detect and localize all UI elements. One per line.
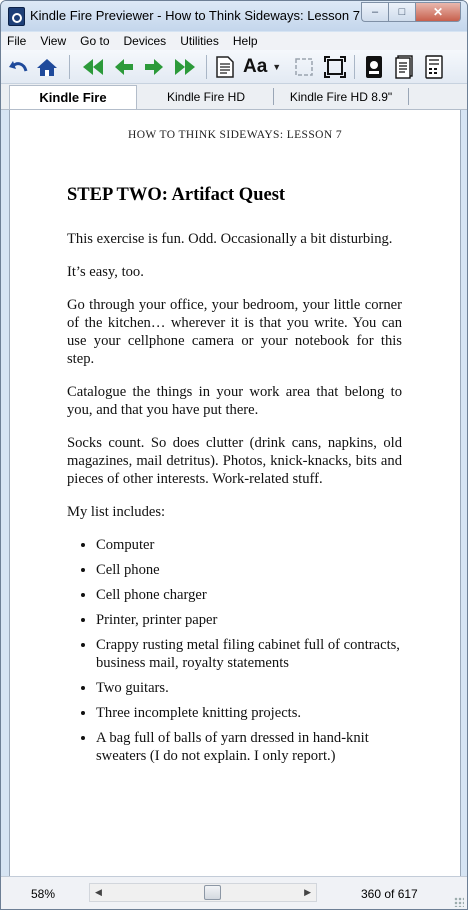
tab-kindle-fire-hd[interactable]: Kindle Fire HD: [166, 89, 246, 104]
toolbar-separator: [69, 55, 70, 79]
paragraph: Catalogue the things in your work area that belong to you, and that you have put there.: [67, 384, 402, 418]
menu-goto[interactable]: Go to: [80, 34, 110, 48]
back-button[interactable]: [5, 54, 31, 79]
keyboard-view-button[interactable]: [421, 54, 447, 79]
close-button[interactable]: [415, 2, 461, 22]
first-page-button[interactable]: [79, 54, 107, 79]
window-controls: [361, 2, 461, 21]
home-icon: [35, 56, 59, 78]
list-item: • Computer: [96, 536, 402, 554]
list-item: • Cell phone: [96, 561, 402, 579]
menu-file[interactable]: File: [7, 34, 27, 48]
list-item: • Three incomplete knitting projects.: [96, 704, 402, 722]
goto-page-button[interactable]: [211, 54, 239, 79]
page-scrollbar[interactable]: [89, 883, 317, 902]
page-counter: 360 of 617: [361, 887, 418, 901]
fullscreen-icon: [323, 55, 347, 79]
document-icon: [213, 55, 237, 79]
paragraph: It’s easy, too.: [67, 264, 144, 280]
chevron-down-icon: ▼: [272, 61, 282, 72]
list-item: • Two guitars.: [96, 679, 402, 697]
list-item: • Printer, printer paper: [96, 611, 402, 629]
paragraph: Socks count. So does clutter (drink cans, napkins, old magazines, mail detritus). Photos, knick-knacks, bits and pieces of other interests. Work-related stuff.: [67, 435, 402, 487]
scroll-right-icon[interactable]: ▶: [304, 887, 311, 897]
tab-kindle-fire[interactable]: Kindle Fire: [9, 85, 137, 109]
paragraph: This exercise is fun. Odd. Occasionally a bit disturbing.: [67, 231, 393, 247]
minimize-icon: –: [371, 6, 379, 18]
resize-grip-icon[interactable]: [454, 897, 464, 907]
last-page-icon: [173, 57, 197, 77]
next-page-button[interactable]: [141, 54, 167, 79]
menu-devices[interactable]: Devices: [123, 34, 167, 48]
menu-view[interactable]: View: [40, 34, 67, 48]
running-header: HOW TO THINK SIDEWAYS: LESSON 7: [128, 129, 342, 141]
menu-utilities[interactable]: Utilities: [180, 34, 219, 48]
pages-icon: [394, 55, 414, 79]
chapter-heading: STEP TWO: Artifact Quest: [67, 185, 286, 205]
book-page[interactable]: [9, 110, 461, 876]
home-button[interactable]: [32, 54, 62, 79]
last-page-button[interactable]: [171, 54, 199, 79]
device-icon: [364, 55, 384, 79]
fullscreen-button[interactable]: [321, 54, 349, 79]
tab-separator: [408, 88, 409, 105]
fit-to-screen-icon: [293, 56, 315, 78]
font-label: Aa: [243, 55, 268, 77]
window-title: Kindle Fire Previewer - How to Think Sideways: Lesson 7: [30, 8, 360, 23]
list-item: • Crappy rusting metal filing cabinet full of contracts, business mail, royalty statements: [96, 636, 402, 672]
scroll-thumb[interactable]: [204, 885, 221, 900]
toolbar: [1, 50, 467, 84]
title-bar[interactable]: [1, 1, 467, 31]
fit-screen-button[interactable]: [291, 54, 317, 79]
device-tabs: [1, 84, 467, 110]
list-item: • A bag full of balls of yarn dressed in hand-knit sweaters (I do not explain. I only report.): [96, 729, 402, 765]
item-list: [67, 536, 402, 765]
zoom-level: 58%: [31, 887, 56, 901]
scroll-left-icon[interactable]: ◀: [95, 887, 102, 897]
toolbar-separator: [206, 55, 207, 79]
menu-help[interactable]: Help: [232, 34, 258, 48]
device-view-button[interactable]: [361, 54, 387, 79]
tab-separator: [273, 88, 274, 105]
book-view-button[interactable]: [391, 54, 417, 79]
first-page-icon: [81, 57, 105, 77]
previous-arrow-icon: [113, 57, 135, 77]
list-item: • Cell phone charger: [96, 586, 402, 604]
paragraph: Go through your office, your bedroom, your little corner of the kitchen… wherever it is that you write. You can use your cellphone camera or your notebook for this step.: [67, 297, 402, 367]
back-arrow-icon: [7, 57, 29, 77]
kindle-app-icon: [8, 7, 25, 26]
font-settings-button[interactable]: [243, 54, 285, 79]
status-bar: [1, 876, 467, 910]
previous-page-button[interactable]: [111, 54, 137, 79]
tab-kindle-fire-hd-89[interactable]: Kindle Fire HD 8.9": [289, 89, 393, 104]
toolbar-separator: [354, 55, 355, 79]
keyboard-icon: [424, 55, 444, 79]
minimize-button[interactable]: [361, 2, 388, 22]
close-icon: ✕: [432, 5, 444, 19]
maximize-icon: □: [398, 6, 406, 18]
book-body: [67, 230, 402, 772]
next-arrow-icon: [143, 57, 165, 77]
maximize-button[interactable]: [388, 2, 415, 22]
menu-bar: [1, 32, 467, 50]
paragraph: My list includes:: [67, 504, 166, 520]
